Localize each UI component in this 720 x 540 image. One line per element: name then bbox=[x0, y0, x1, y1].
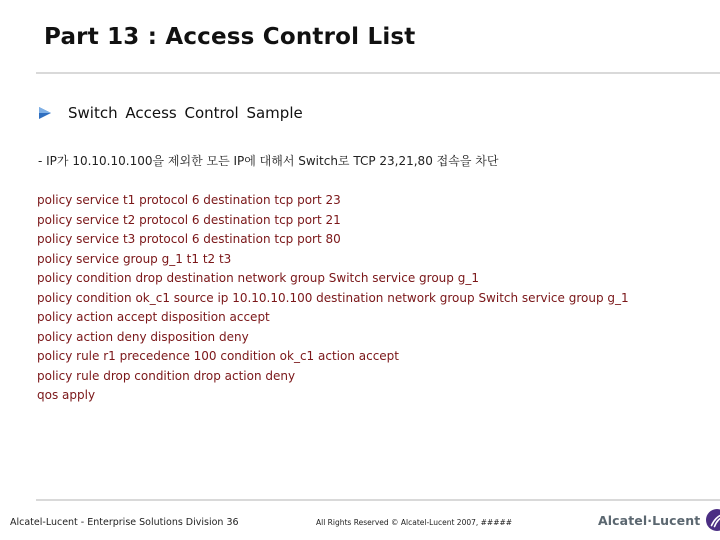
arrow-bullet-icon bbox=[38, 106, 52, 120]
footer-copyright: All Rights Reserved © Alcatel-Lucent 2007, ##### bbox=[316, 518, 513, 527]
slide-title: Part 13 : Access Control List bbox=[44, 24, 416, 50]
title-divider bbox=[36, 72, 720, 74]
command-line: policy service t2 protocol 6 destination tcp port 21 bbox=[37, 212, 341, 227]
command-line: policy service group g_1 t1 t2 t3 bbox=[37, 251, 232, 266]
command-line: policy service t3 protocol 6 destination tcp port 80 bbox=[37, 232, 341, 246]
command-line: policy rule drop condition drop action deny bbox=[37, 368, 296, 383]
command-line: policy condition drop destination network group Switch service group g_1 bbox=[37, 271, 479, 285]
alcatel-lucent-logo-icon bbox=[705, 508, 720, 532]
bullet-heading bbox=[38, 102, 303, 124]
command-line: policy rule r1 precedence 100 condition ok_c1 action accept bbox=[37, 349, 400, 363]
company-logo bbox=[598, 508, 720, 532]
logo-wordmark: Alcatel·Lucent bbox=[598, 512, 701, 528]
command-line: policy service t1 protocol 6 destination tcp port 23 bbox=[37, 193, 341, 207]
command-line: policy condition ok_c1 source ip 10.10.10.100 destination network group Switch service group g_1 bbox=[37, 290, 629, 305]
command-line: policy action accept disposition accept bbox=[37, 310, 270, 324]
footer-page-info: Alcatel-Lucent - Enterprise Solutions Division 36 bbox=[10, 517, 239, 528]
command-line: policy action deny disposition deny bbox=[37, 329, 249, 344]
command-line: qos apply bbox=[37, 388, 96, 402]
bullet-heading-text: Switch Access Control Sample bbox=[68, 104, 303, 122]
command-list bbox=[37, 191, 629, 406]
description-text: - IP가 10.10.10.100을 제외한 모든 IP에 대해서 Switch로 TCP 23,21,80 접속을 차단 bbox=[38, 154, 499, 168]
footer-divider bbox=[36, 499, 720, 501]
